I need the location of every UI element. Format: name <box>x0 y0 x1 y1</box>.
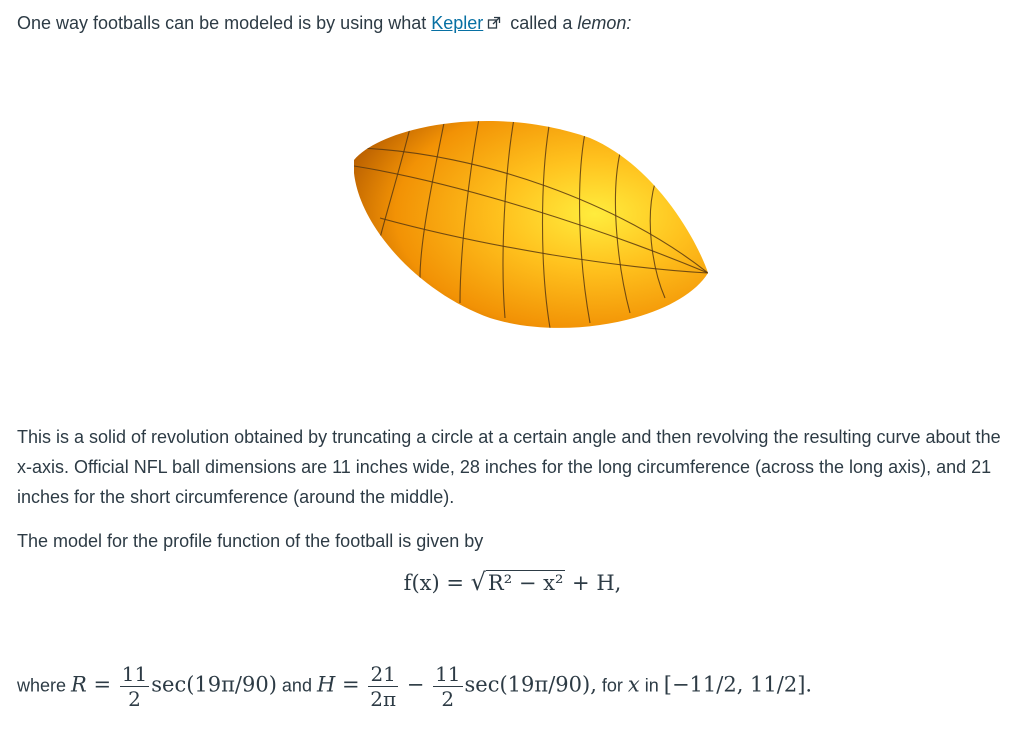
r-lhs: R = <box>71 672 118 697</box>
h-first-fraction <box>368 662 398 711</box>
model-sentence: The model for the profile function of the football is given by <box>17 531 484 551</box>
equation-lhs: f(x) = <box>403 571 471 595</box>
and-word: and <box>276 675 317 696</box>
equation-rhs: + H, <box>565 571 622 595</box>
r-numerator: 11 <box>121 662 148 686</box>
constants-line <box>17 662 812 711</box>
description-paragraph: This is a solid of revolution obtained by truncating a circle at a certain angle and then revolving the resulting curve about the x-axis. Official NFL ball dimensions are 11 inches wide, 28 inches for the long circumference (across the long axis), and 21 inches for the short circumference (around the middle). <box>17 427 1001 507</box>
r-denominator: 2 <box>128 687 141 711</box>
profile-equation <box>0 568 1025 596</box>
r-secant: sec(19π/90) <box>151 672 277 697</box>
intro-paragraph <box>17 8 631 38</box>
lemon-term: lemon: <box>577 13 632 33</box>
external-link-icon[interactable] <box>487 16 501 30</box>
domain-interval: [−11/2, 11/2]. <box>663 672 813 697</box>
h2-denominator: 2 <box>441 687 455 711</box>
square-root: √R² − x² <box>470 568 564 596</box>
intro-text-after: called a <box>505 13 578 33</box>
in-word: in <box>639 675 664 696</box>
lemon-football-figure <box>340 108 720 338</box>
h-lhs: H = <box>316 672 367 697</box>
h1-denominator: 2π <box>370 687 397 711</box>
where-label: where <box>17 675 72 696</box>
r-fraction <box>120 662 149 711</box>
h2-numerator: 11 <box>435 662 461 686</box>
h-second-fraction <box>433 662 462 711</box>
x-variable: x <box>627 672 640 697</box>
for-word: for <box>596 675 628 696</box>
intro-text-before: One way footballs can be modeled is by using what <box>17 13 432 33</box>
equation-radicand: R² − x² <box>487 571 564 595</box>
h1-numerator: 21 <box>368 662 398 687</box>
minus-sign: − <box>400 672 432 697</box>
kepler-link[interactable]: Kepler <box>431 13 484 33</box>
h-secant: sec(19π/90), <box>464 672 597 697</box>
